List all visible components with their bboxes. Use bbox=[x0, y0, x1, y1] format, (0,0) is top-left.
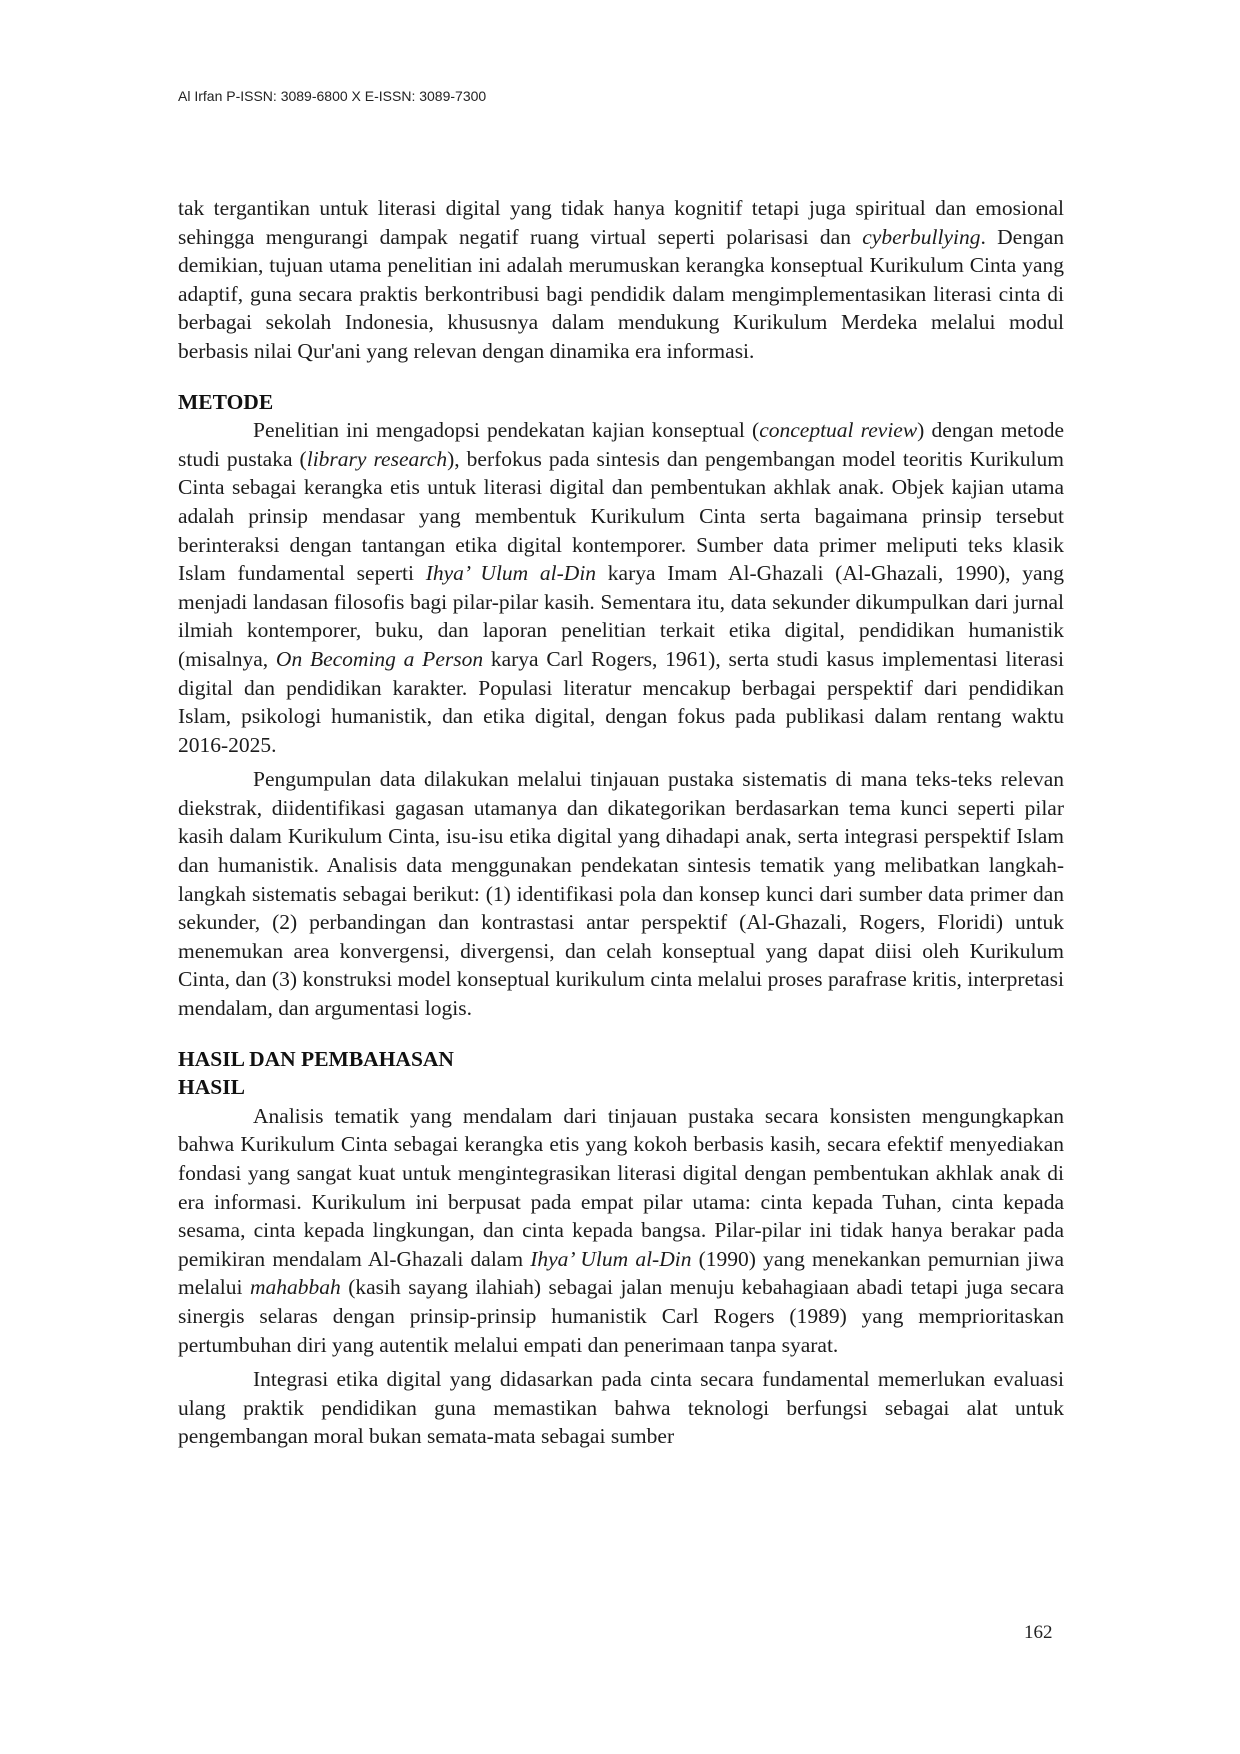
italic-term: cyberbullying bbox=[862, 224, 981, 249]
body-text bbox=[178, 194, 1064, 1451]
paragraph-hasil-2: Integrasi etika digital yang didasarkan pada cinta secara fundamental memerlukan evaluasi ulang praktik pendidikan guna memastikan bahwa teknologi berfungsi sebagai alat untuk pengembangan moral bukan semata-mata sebagai sumber bbox=[178, 1367, 1064, 1449]
paragraph-hasil-1 bbox=[178, 1102, 1064, 1359]
italic-term: library research bbox=[306, 446, 448, 471]
italic-title: Ihya’ Ulum al-Din bbox=[425, 561, 597, 586]
italic-title: Ihya’ Ulum al-Din bbox=[530, 1246, 692, 1271]
section-heading-hasil-pembahasan: HASIL DAN PEMBAHASAN bbox=[178, 1046, 454, 1071]
paragraph-metode-2: Pengumpulan data dilakukan melalui tinjauan pustaka sistematis di mana teks-teks relevan diekstrak, diidentifikasi gagasan utamanya dan dikategorikan berdasarkan tema kunci seperti pilar kasih dalam Kurikulum Cinta, isu-isu etika digital yang dihadapi anak, serta integrasi perspektif Islam dan humanistik. Analisis data menggunakan pendekatan sintesis tematik yang melibatkan langkah-langkah sistematis sebagai berikut: (1) identifikasi pola dan konsep kunci dari sumber data primer dan sekunder, (2) perbandingan dan kontrastasi antar perspektif (Al-Ghazali, Rogers, Floridi) untuk menemukan area konvergensi, divergensi, dan celah konseptual yang dapat diisi oleh Kurikulum Cinta, dan (3) konstruksi model konseptual kurikulum cinta melalui proses parafrase kritis, interpretasi mendalam, dan argumentasi logis. bbox=[178, 767, 1064, 1021]
italic-term: mahabbah bbox=[249, 1275, 341, 1300]
text-run: Penelitian ini mengadopsi pendekatan kajian konseptual ( bbox=[253, 418, 760, 443]
text-run: karya Carl Rogers, 1961), serta studi kasus implementasi literasi digital dan pendidikan karakter. Populasi literatur mencakup berbagai perspektif dari pendidikan Islam, psikologi humanistik, dan etika digital, dengan fokus pada publikasi dalam rentang waktu 2016-2025. bbox=[178, 646, 1064, 757]
text-run: (1990) yang menekankan pemurnian jiwa melalui bbox=[178, 1246, 1064, 1300]
subsection-heading-hasil: HASIL bbox=[178, 1075, 245, 1100]
text-run: ), berfokus pada sintesis dan pengembangan model teoritis Kurikulum Cinta sebagai kerangka etis untuk literasi digital dan pembentukan akhlak anak. Objek kajian utama adalah prinsip mendasar yang membentuk Kurikulum Cinta serta bagaimana prinsip tersebut berinteraksi dengan tantangan etika digital kontemporer. Sumber data primer meliputi teks klasik Islam fundamental seperti bbox=[178, 446, 1064, 586]
text-run: (kasih sayang ilahiah) sebagai jalan menuju kebahagiaan abadi tetapi juga secara sinergis selaras dengan prinsip-prinsip humanistik Carl Rogers (1989) yang memprioritaskan pertumbuhan diri yang autentik melalui empati dan penerimaan tanpa syarat. bbox=[178, 1275, 1064, 1357]
page-number: 162 bbox=[1024, 1622, 1053, 1643]
spacer bbox=[178, 366, 1064, 388]
running-head: Al Irfan P-ISSN: 3089-6800 X E-ISSN: 3089-7300 bbox=[178, 88, 487, 104]
text-run: karya Imam Al-Ghazali (Al-Ghazali, 1990), yang menjadi landasan filosofis bagi pilar-pilar kasih. Sementara itu, data sekunder dikumpulkan dari jurnal ilmiah kontemporer, buku, dan laporan penelitian terkait etika digital, pendidikan humanistik (misalnya, bbox=[178, 561, 1065, 671]
text-run: ) dengan metode studi pustaka ( bbox=[178, 418, 1064, 471]
italic-term: conceptual review bbox=[759, 418, 918, 443]
paragraph-metode-1 bbox=[178, 416, 1064, 759]
text-run: . Dengan demikian, tujuan utama penelitian ini adalah merumuskan kerangka konseptual Kurikulum Cinta yang adaptif, guna secara praktis berkontribusi bagi pendidik dalam mengimplementasikan literasi cinta di berbagai sekolah Indonesia, khususnya dalam mendukung Kurikulum Merdeka melalui modul berbasis nilai Qur'ani yang relevan dengan dinamika era informasi. bbox=[178, 224, 1064, 363]
spacer bbox=[178, 1023, 1064, 1045]
text-run: tak tergantikan untuk literasi digital yang tidak hanya kognitif tetapi juga spiritual dan emosional sehingga mengurangi dampak negatif ruang virtual seperti polarisasi dan bbox=[178, 196, 1064, 249]
section-heading-metode: METODE bbox=[178, 389, 274, 414]
paragraph-intro-continuation bbox=[178, 194, 1064, 366]
italic-title: On Becoming a Person bbox=[275, 646, 484, 671]
text-run: Analisis tematik yang mendalam dari tinjauan pustaka secara konsisten mengungkapkan bahwa Kurikulum Cinta sebagai kerangka etis yang kokoh berbasis kasih, secara efektif menyediakan fondasi yang sangat kuat untuk mengintegrasikan literasi digital dengan pembentukan akhlak anak di era informasi. Kurikulum ini berpusat pada empat pilar utama: cinta kepada Tuhan, cinta kepada sesama, cinta kepada lingkungan, dan cinta kepada bangsa. Pilar-pilar ini tidak hanya berakar pada pemikiran mendalam Al-Ghazali dalam bbox=[178, 1103, 1064, 1271]
